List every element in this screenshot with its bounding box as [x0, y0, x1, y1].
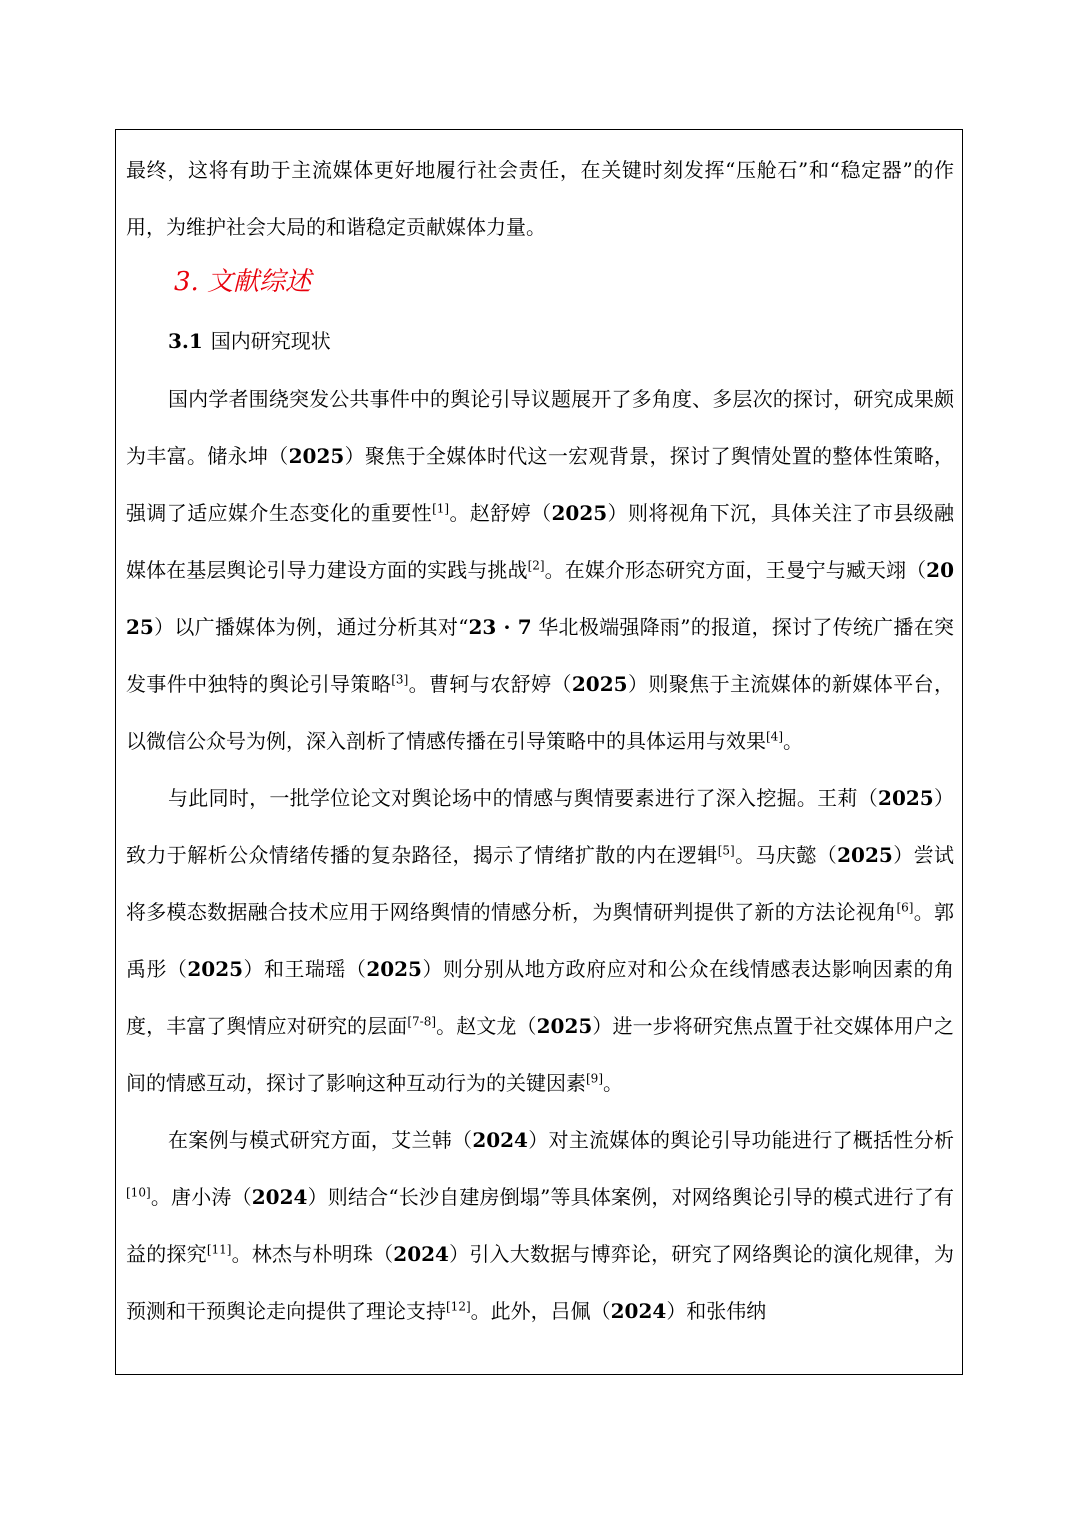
subsection-heading: [126, 314, 954, 371]
subsection-number: 3.1: [168, 329, 203, 353]
year: 2025: [551, 501, 608, 525]
text-run: 。林杰与朴明珠（: [231, 1242, 394, 1266]
text-run: 。赵文龙（: [436, 1014, 537, 1038]
year: 2024: [610, 1299, 667, 1323]
paragraph-theses: [126, 770, 954, 1112]
citation: [9]: [586, 1071, 603, 1086]
subsection-title: 国内研究现状: [210, 329, 331, 353]
year: 2025: [878, 786, 934, 810]
text-run: ）则结合“长沙自建房倒塌”等具体案例，对网络舆论引导的模式进行了有益的探究: [126, 1185, 955, 1266]
text-run: ）和王瑞瑶（: [243, 957, 367, 981]
citation: [10]: [126, 1185, 151, 1200]
text-run: ）引入大数据与博弈论，研究了网络舆论的演化规律，为预测和干预舆论走向提供了理论支持: [126, 1242, 955, 1323]
citation: [7-8]: [407, 1014, 437, 1029]
content-frame: [115, 129, 963, 1375]
text-run: ）对主流媒体的舆论引导功能进行了概括性分析: [527, 1128, 955, 1152]
text-run: 在案例与模式研究方面，艾兰韩（: [168, 1128, 473, 1152]
text-run: ）则将视角下沉，具体关注了市县级融媒体在基层舆论引导力建设方面的实践与挑战: [126, 501, 955, 582]
text-run: 。在媒介形态研究方面，王曼宁与臧天翊（: [544, 558, 927, 582]
text-run: ）进一步将研究焦点置于社交媒体用户之间的情感互动，探讨了影响这种互动行为的关键因素: [126, 1014, 955, 1095]
text-run: ）尝试将多模态数据融合技术应用于网络舆情的情感分析，为舆情研判提供了新的方法论视角: [126, 843, 955, 924]
year: 2024: [472, 1128, 528, 1152]
text-run: ）则聚焦于主流媒体的新媒体平台，以微信公众号为例，深入剖析了情感传播在引导策略中的具体运用与效果: [126, 672, 955, 753]
citation: [1]: [432, 501, 450, 516]
paragraph-conclusion: 最终，这将有助于主流媒体更好地履行社会责任，在关键时刻发挥“压舱石”和“稳定器”的作用，为维护社会大局的和谐稳定贡献媒体力量。: [126, 158, 954, 239]
text-run: 。: [603, 1071, 623, 1095]
citation: [3]: [391, 672, 409, 687]
text-run: 华北极端强降雨”的报道，探讨了传统广播在突发事件中独特的舆论引导策略: [126, 615, 954, 696]
year: 2025: [571, 672, 628, 696]
year: 2025: [126, 558, 954, 639]
text-run: 。赵舒婷（: [449, 501, 552, 525]
citation: [11]: [206, 1242, 232, 1257]
year: 2025: [366, 957, 422, 981]
text-run: 。唐小涛（: [150, 1185, 252, 1209]
year: 2025: [187, 957, 244, 981]
text-run: 。郭禹彤（: [126, 900, 955, 981]
year: 2025: [536, 1014, 593, 1038]
year: 2025: [837, 843, 893, 867]
text-run: 国内学者围绕突发公共事件中的舆论引导议题展开了多角度、多层次的探讨，研究成果颇为丰富。储永坤（: [126, 387, 954, 468]
text-run: 。: [783, 729, 803, 753]
citation: [4]: [766, 729, 783, 744]
text-run: 。马庆懿（: [734, 843, 838, 867]
year: 2025: [288, 444, 345, 468]
text-run: ）和张伟纳: [666, 1299, 767, 1323]
text-run: ）致力于解析公众情绪传播的复杂路径，揭示了情绪扩散的内在逻辑: [126, 786, 955, 867]
citation: [12]: [446, 1299, 471, 1314]
text-run: 与此同时，一批学位论文对舆论场中的情感与舆情要素进行了深入挖掘。王莉（: [168, 786, 879, 810]
year: 2024: [251, 1185, 308, 1209]
event-number: 23 · 7: [468, 615, 532, 639]
section-heading: 3. 文献综述: [174, 267, 312, 297]
year: 2024: [393, 1242, 449, 1266]
text-run: ）以广播媒体为例，通过分析其对“: [153, 615, 469, 639]
document-body: [126, 142, 954, 1340]
paragraph-case-studies: [126, 1112, 954, 1340]
text-run: ）聚焦于全媒体时代这一宏观背景，探讨了舆情处置的整体性策略，强调了适应媒介生态变化的重要性: [126, 444, 955, 525]
text-run: ）则分别从地方政府应对和公众在线情感表达影响因素的角度，丰富了舆情应对研究的层面: [126, 957, 955, 1038]
citation: [5]: [717, 843, 735, 858]
text-run: 。曹轲与农舒婷（: [408, 672, 572, 696]
text-run: 。此外，吕佩（: [470, 1299, 611, 1323]
paragraph-domestic-research: [126, 371, 954, 770]
citation: [2]: [527, 558, 545, 573]
citation: [6]: [896, 900, 914, 915]
